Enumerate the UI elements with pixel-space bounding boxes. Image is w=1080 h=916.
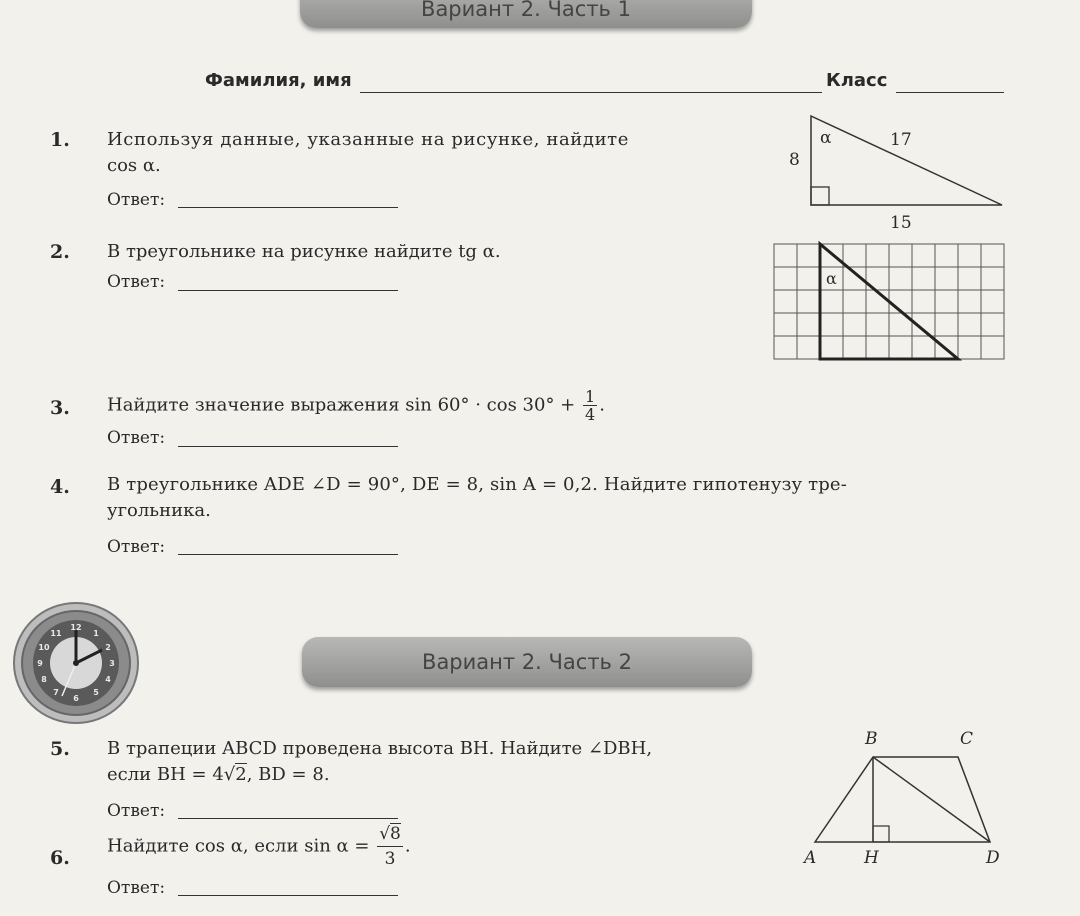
task-3-number: 3. (50, 397, 70, 419)
task-6-text (107, 822, 411, 871)
task-1-answer-label: Ответ: (107, 190, 166, 210)
task-5-sqrt-value: 2 (235, 764, 247, 785)
part2-title: Вариант 2. Часть 2 (422, 650, 632, 674)
svg-text:11: 11 (50, 629, 62, 638)
task-3-answer-label: Ответ: (107, 428, 166, 448)
task-5-line2a: если BH = 4 (107, 764, 224, 785)
task-6-frac-den: 3 (384, 849, 396, 869)
name-line[interactable] (360, 92, 822, 93)
name-label: Фамилия, имя (205, 70, 352, 91)
task-6-fraction (377, 822, 403, 871)
svg-text:10: 10 (38, 643, 50, 652)
task-6-frac-num-value: 8 (390, 824, 401, 844)
svg-text:9: 9 (37, 659, 43, 668)
svg-text:6: 6 (73, 694, 79, 703)
task-6-expression: Найдите cos α, если sin α = (107, 835, 370, 857)
class-label: Класс (826, 70, 888, 91)
figure-2-alpha: α (826, 269, 837, 288)
figure-5-label-b: B (865, 729, 878, 749)
svg-text:5: 5 (93, 688, 99, 697)
part2-banner (302, 637, 752, 687)
task-1-number: 1. (50, 129, 70, 151)
svg-text:8: 8 (41, 675, 47, 684)
class-line[interactable] (896, 92, 1004, 93)
task-4-text (107, 472, 1007, 524)
task-1-answer-line[interactable] (178, 207, 398, 208)
task-5-line1: В трапеции ABCD проведена высота BH. Найдите ∠DBH, (107, 738, 653, 759)
task-2-answer-label: Ответ: (107, 272, 166, 292)
task-3-expression: Найдите значение выражения sin 60° · cos 30° + (107, 394, 576, 416)
task-3-answer-line[interactable] (178, 446, 398, 447)
task-2-text: В треугольнике на рисунке найдите tg α. (107, 241, 501, 262)
task-1-line2: cos α. (107, 155, 161, 176)
task-6-frac-num: √8 (377, 822, 403, 847)
task-5-text (107, 736, 787, 788)
svg-text:3: 3 (109, 659, 115, 668)
figure-2-grid-triangle (770, 240, 1010, 362)
task-6-number: 6. (50, 847, 70, 869)
task-4-line2: угольника. (107, 500, 211, 521)
figure-5-label-a: A (804, 848, 817, 868)
task-1-text (107, 127, 757, 179)
figure-5-trapezoid (800, 722, 1010, 872)
task-3-frac-num: 1 (585, 387, 596, 406)
task-4-answer-line[interactable] (178, 554, 398, 555)
figure-1-side-left: 8 (789, 150, 800, 170)
task-3-frac-den: 4 (585, 405, 596, 424)
task-5-answer-line[interactable] (178, 818, 398, 819)
task-3-tail: . (599, 394, 605, 416)
figure-5-label-c: C (960, 729, 974, 749)
figure-5-label-h: H (864, 848, 879, 868)
part1-title: Вариант 2. Часть 1 (421, 0, 631, 21)
figure-5-label-d: D (986, 848, 1000, 868)
task-6-tail: . (404, 835, 411, 857)
figure-1-hypotenuse: 17 (890, 130, 912, 150)
task-4-number: 4. (50, 476, 70, 498)
task-6-answer-line[interactable] (178, 895, 398, 896)
task-5-answer-label: Ответ: (107, 801, 166, 821)
svg-text:7: 7 (53, 688, 59, 697)
task-5-line2 (107, 762, 787, 788)
task-2-answer-line[interactable] (178, 290, 398, 291)
svg-text:4: 4 (105, 675, 111, 684)
svg-text:1: 1 (93, 629, 99, 638)
task-4-line1: В треугольнике ADE ∠D = 90°, DE = 8, sin A = 0,2. Найдите гипотенузу тре- (107, 474, 847, 495)
task-5-sqrt-sign: √ (223, 764, 236, 785)
task-5-number: 5. (50, 738, 70, 760)
figure-1-alpha: α (820, 128, 832, 148)
figure-1-bottom: 15 (890, 213, 912, 233)
task-2-number: 2. (50, 241, 70, 263)
task-5-line2b: , BD = 8. (246, 764, 330, 785)
svg-text:12: 12 (70, 623, 82, 632)
task-4-answer-label: Ответ: (107, 537, 166, 557)
clock-icon (10, 600, 142, 726)
task-6-answer-label: Ответ: (107, 878, 166, 898)
svg-text:2: 2 (105, 643, 111, 652)
task-3-fraction (583, 388, 597, 423)
part1-banner (300, 0, 752, 28)
task-1-line1: Используя данные, указанные на рисунке, найдите (107, 129, 629, 150)
figure-1-triangle (770, 110, 1020, 235)
task-3-text (107, 388, 605, 423)
